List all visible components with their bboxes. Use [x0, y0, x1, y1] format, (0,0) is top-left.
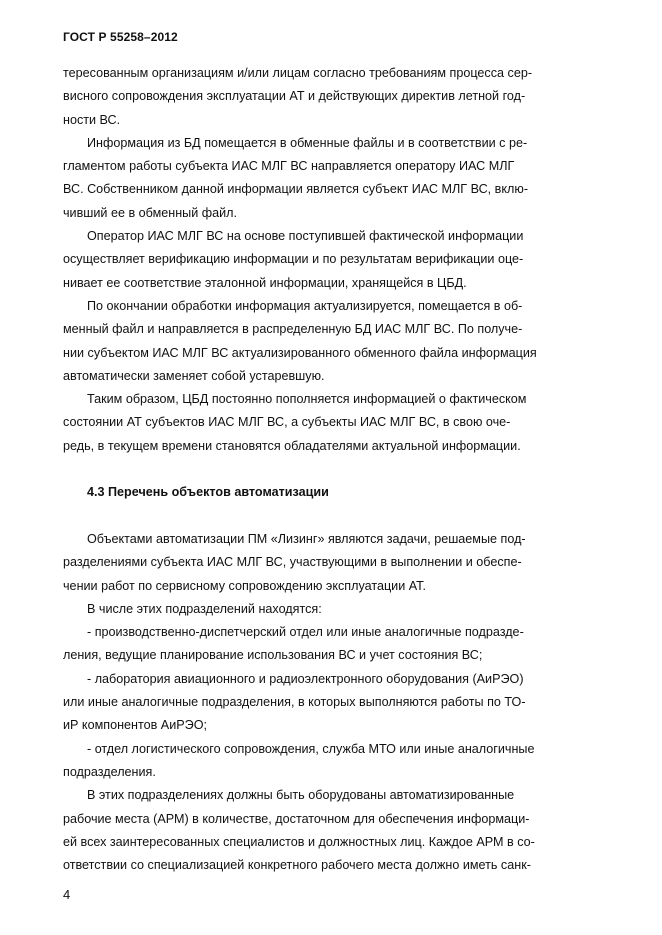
paragraph-line: нивает ее соответствие эталонной информации, хранящейся в ЦБД. [63, 275, 467, 290]
paragraph-line: - отдел логистического сопровождения, служба МТО или иные аналогичные [87, 741, 535, 756]
paragraph-line: В этих подразделениях должны быть оборудованы автоматизированные [87, 788, 515, 803]
paragraph-line: менный файл и направляется в распределенную БД ИАС МЛГ ВС. По получе- [63, 322, 523, 337]
paragraph-line: ности ВС. [63, 112, 121, 127]
paragraph-line: ВС. Собственником данной информации является субъект ИАС МЛГ ВС, вклю- [63, 182, 529, 197]
document-body [63, 62, 566, 877]
paragraph-line: редь, в текущем времени становятся обладателями актуальной информации. [63, 438, 521, 453]
paragraph-line: тересованным организациям и/или лицам согласно требованиям процесса сер- [63, 66, 533, 80]
paragraph-line: висного сопровождения эксплуатации АТ и действующих директив летной год- [63, 89, 526, 104]
paragraph-line: Оператор ИАС МЛГ ВС на основе поступившей фактической информации [87, 229, 524, 244]
page-number: 4 [63, 887, 71, 902]
paragraph-line: В числе этих подразделений находятся: [87, 601, 322, 616]
paragraph-line: - производственно-диспетчерский отдел или иные аналогичные подразде- [87, 625, 524, 640]
paragraph-line: По окончании обработки информация актуализируется, помещается в об- [87, 298, 523, 313]
paragraph-line: ей всех заинтересованных специалистов и должностных лиц. Каждое АРМ в со- [63, 834, 535, 849]
paragraph-line: рабочие места (АРМ) в количестве, достаточном для обеспечения информаци- [63, 811, 530, 826]
paragraph-line: чении работ по сервисному сопровождению эксплуатации АТ. [63, 578, 426, 593]
paragraph-line: чивший ее в обменный файл. [63, 205, 238, 220]
paragraph-line: Информация из БД помещается в обменные файлы и в соответствии с ре- [87, 135, 528, 150]
paragraph-line: гламентом работы субъекта ИАС МЛГ ВС направляется оператору ИАС МЛГ [63, 159, 515, 174]
document-header: ГОСТ Р 55258–2012 [63, 30, 178, 44]
paragraph-line: ответствии со специализацией конкретного рабочего места должно иметь санк- [63, 858, 531, 873]
paragraph-line: автоматически заменяет собой устаревшую. [63, 368, 325, 383]
paragraph-line: или иные аналогичные подразделения, в которых выполняются работы по ТО- [63, 695, 526, 710]
text-block-before-heading [63, 62, 566, 458]
paragraph-line: - лаборатория авиационного и радиоэлектронного оборудования (АиРЭО) [87, 671, 524, 686]
paragraph-line: состоянии АТ субъектов ИАС МЛГ ВС, а субъекты ИАС МЛГ ВС, в свою оче- [63, 415, 511, 430]
paragraph-line: подразделения. [63, 764, 156, 779]
paragraph-line: разделениями субъекта ИАС МЛГ ВС, участвующими в выполнении и обеспе- [63, 555, 522, 570]
paragraph-line: нии субъектом ИАС МЛГ ВС актуализированного обменного файла информация [63, 345, 537, 360]
section-heading: 4.3 Перечень объектов автоматизации [87, 485, 329, 500]
text-block-after-heading [63, 528, 566, 877]
paragraph-line: Таким образом, ЦБД постоянно пополняется информацией о фактическом [87, 392, 527, 407]
paragraph-line: Объектами автоматизации ПМ «Лизинг» являются задачи, решаемые под- [87, 531, 526, 546]
paragraph-line: иР компонентов АиРЭО; [63, 718, 207, 733]
paragraph-line: ления, ведущие планирование использования ВС и учет состояния ВС; [63, 648, 483, 663]
paragraph-line: осуществляет верификацию информации и по результатам верификации оце- [63, 252, 524, 267]
